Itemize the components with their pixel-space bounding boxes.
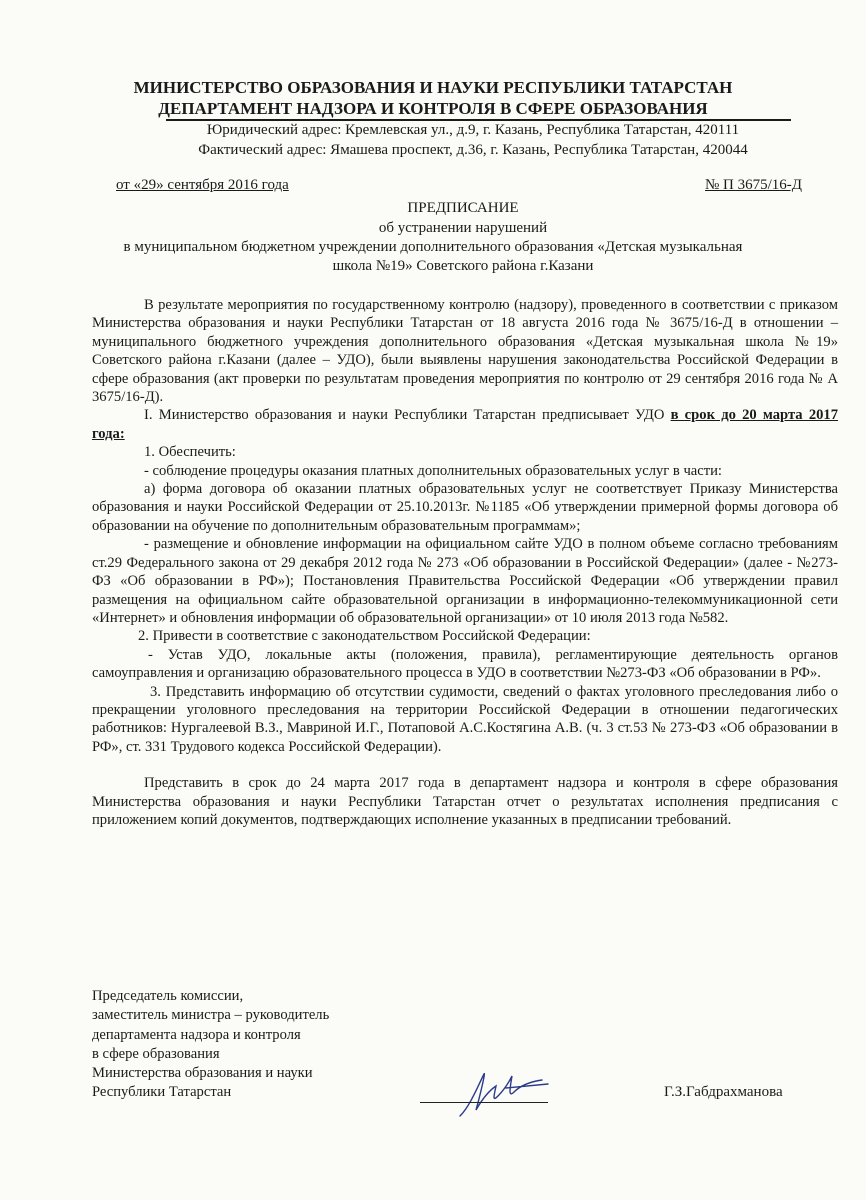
order-text: I. Министерство образования и науки Республики Татарстан предписывает УДО <box>144 407 671 424</box>
report-paragraph: Представить в срок до 24 марта 2017 года в департамент надзора и контроля в сфере образования Министерства образования и науки Республики Татарстан отчет о результатах исполнения предписания с приложением копий документов, подтверждающих исполнение указанных в предписании требований. <box>92 775 838 828</box>
institution-line-1: в муниципальном бюджетном учреждении дополнительного образования «Детская музыкальная <box>123 239 743 255</box>
document-date: от «29» сентября 2016 года <box>116 177 289 193</box>
order-deadline: в срок до 20 марта 2017 года: <box>92 407 839 442</box>
handwritten-signature <box>450 1066 560 1122</box>
signature-line-2: заместитель министра – руководитель <box>92 1007 330 1024</box>
signature-block <box>92 987 329 1103</box>
item1-title: 1. Обеспечить: <box>144 444 236 461</box>
spacer <box>92 756 838 774</box>
item1-b-paragraph: - размещение и обновление информации на официальном сайте УДО в полном объеме согласно требованиям ст.29 Федерального закона от 29 декабря 2012 года № 273 «Об образовании в Российской Федерации» (далее - №273-ФЗ «Об образовании в РФ»); Постановления Правительства Российской Федерации «Об утверждении правил размещения на официальном сайте образовательной организации в информационно-телекоммуникационной сети «Интернет» и обновления информации об образовательной организации» от 10 июля 2013 года №582. <box>92 536 838 626</box>
order-paragraph <box>92 406 838 443</box>
ministry-heading: МИНИСТЕРСТВО ОБРАЗОВАНИЯ И НАУКИ РЕСПУБЛИКИ ТАТАРСТАН <box>133 78 733 97</box>
signature-line <box>420 1102 548 1103</box>
department-heading: ДЕПАРТАМЕНТ НАДЗОРА И КОНТРОЛЯ В СФЕРЕ ОБРАЗОВАНИЯ <box>158 99 708 118</box>
item2-paragraph: - Устав УДО, локальные акты (положения, правила), регламентирующие деятельность органов самоуправления и организацию образовательного процесса в УДО в соответствии №273-ФЗ «Об образовании в РФ». <box>92 646 838 682</box>
item2-title: 2. Привести в соответствие с законодательством Российской Федерации: <box>138 628 591 645</box>
document-title: ПРЕДПИСАНИЕ <box>407 200 519 216</box>
signature-line-5: Министерства образования и науки <box>92 1065 313 1082</box>
document-subtitle: об устранении нарушений <box>378 220 548 236</box>
institution-line-2: школа №19» Советского района г.Казани <box>332 258 594 274</box>
actual-address: Фактический адрес: Ямашева проспект, д.36, г. Казань, Республика Татарстан, 420044 <box>198 142 748 158</box>
document-number: № П 3675/16-Д <box>705 177 803 193</box>
intro-paragraph: В результате мероприятия по государственному контролю (надзору), проведенного в соответствии с приказом Министерства образования и науки Республики Татарстан от 18 августа 2016 года № 3675/16-Д в отношении – муниципального бюджетного учреждения дополнительного образования «Детская музыкальная школа №19» Советского района г.Казани (далее – УДО), были выявлены нарушения законодательства Российской Федерации в сфере образования (акт проверки по результатам проведения мероприятия по контролю от 29 сентября 2016 года № А 3675/16-Д). <box>92 297 838 406</box>
item1-subtitle: - соблюдение процедуры оказания платных дополнительных образовательных услуг в части: <box>144 462 722 479</box>
signature-line-6: Республики Татарстан <box>92 1084 232 1101</box>
signature-line-4: в сфере образования <box>92 1045 220 1062</box>
legal-address: Юридический адрес: Кремлевская ул., д.9, г. Казань, Республика Татарстан, 420111 <box>206 122 740 138</box>
item3-paragraph: 3. Представить информацию об отсутствии судимости, сведений о фактах уголовного преследования либо о прекращении уголовного преследования на территории Российской Федерации в отношении педагогических работников: Нургалеевой В.З., Мавриной И.Г., Потаповой А.С.Костягина А.В. (ч. 3 ст.53 № 273-ФЗ «Об образовании в РФ», ст. 331 Трудового кодекса Российской Федерации). <box>92 683 838 755</box>
document-body <box>92 296 838 829</box>
signature-line-3: департамента надзора и контроля <box>92 1026 301 1043</box>
signatory-name: Г.З.Габдрахманова <box>664 1084 783 1100</box>
signature-line-1: Председатель комиссии, <box>92 988 244 1004</box>
item1-a-paragraph: а) форма договора об оказании платных образовательных услуг не соответствует Приказу Министерства образования и науки Российской Федерации от 25.10.2013г. №1185 «Об утверждении примерной формы договора об образовании на обучение по дополнительным образовательным программам»; <box>92 481 838 534</box>
